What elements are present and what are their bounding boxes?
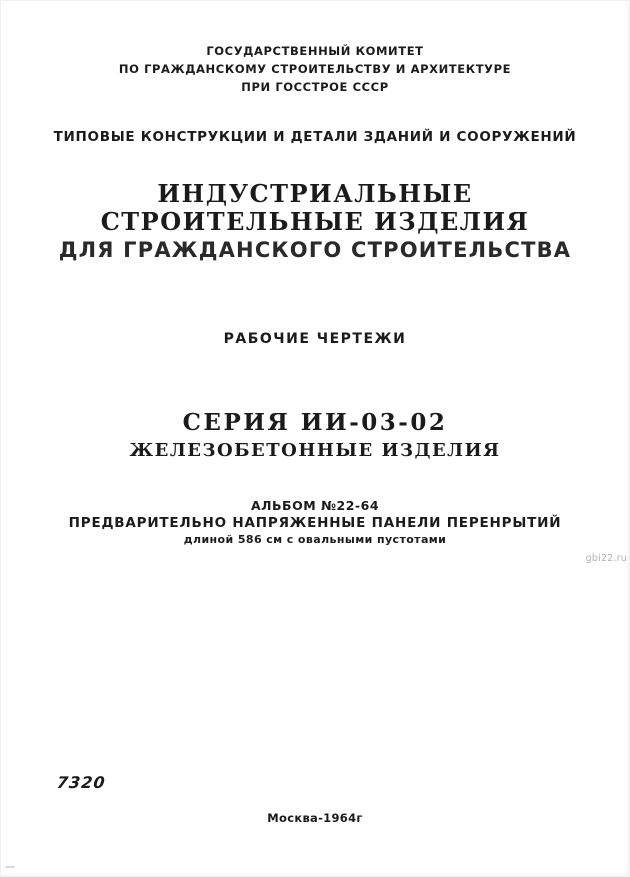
main-title-line-3: ДЛЯ ГРАЖДАНСКОГО СТРОИТЕЛЬСТВА <box>58 238 572 262</box>
main-title-line-2: СТРОИТЕЛЬНЫЕ ИЗДЕЛИЯ <box>100 207 530 236</box>
org-line-3: ПРИ ГОССТРОЕ СССР <box>241 80 389 94</box>
album-block <box>0 497 630 548</box>
issuing-organization <box>0 42 630 96</box>
series-block <box>0 409 630 465</box>
series-material: ЖЕЛЕЗОБЕТОННЫЕ ИЗДЕЛИЯ <box>129 440 501 461</box>
typical-constructions-line: ТИПОВЫЕ КОНСТРУКЦИИ И ДЕТАЛИ ЗДАНИЙ И СООРУЖЕНИЙ <box>53 129 577 145</box>
album-number: АЛЬБОМ №22-64 <box>250 498 380 513</box>
working-drawings-subtitle: РАБОЧИЕ ЧЕРТЕЖИ <box>223 331 407 347</box>
album-dimensions: длиной 586 см с овальными пустотами <box>183 533 447 546</box>
scan-artifact-smudge <box>5 866 15 868</box>
site-watermark: gbi22.ru <box>585 553 627 564</box>
main-title <box>0 180 630 264</box>
series-number: СЕРИЯ ИИ-03-02 <box>182 409 448 436</box>
handwritten-inventory-number: 7320 <box>56 773 107 792</box>
org-line-2: ПО ГРАЖДАНСКОМУ СТРОИТЕЛЬСТВУ И АРХИТЕКТУРЕ <box>118 62 512 76</box>
album-description: ПРЕДВАРИТЕЛЬНО НАПРЯЖЕННЫЕ ПАНЕЛИ ПЕРЕНРЫТИЙ <box>68 515 562 531</box>
org-line-1: ГОСУДАРСТВЕННЫЙ КОМИТЕТ <box>206 44 424 58</box>
main-title-line-1: ИНДУСТРИАЛЬНЫЕ <box>157 179 473 208</box>
publication-place-year: Москва-1964г <box>267 811 363 825</box>
